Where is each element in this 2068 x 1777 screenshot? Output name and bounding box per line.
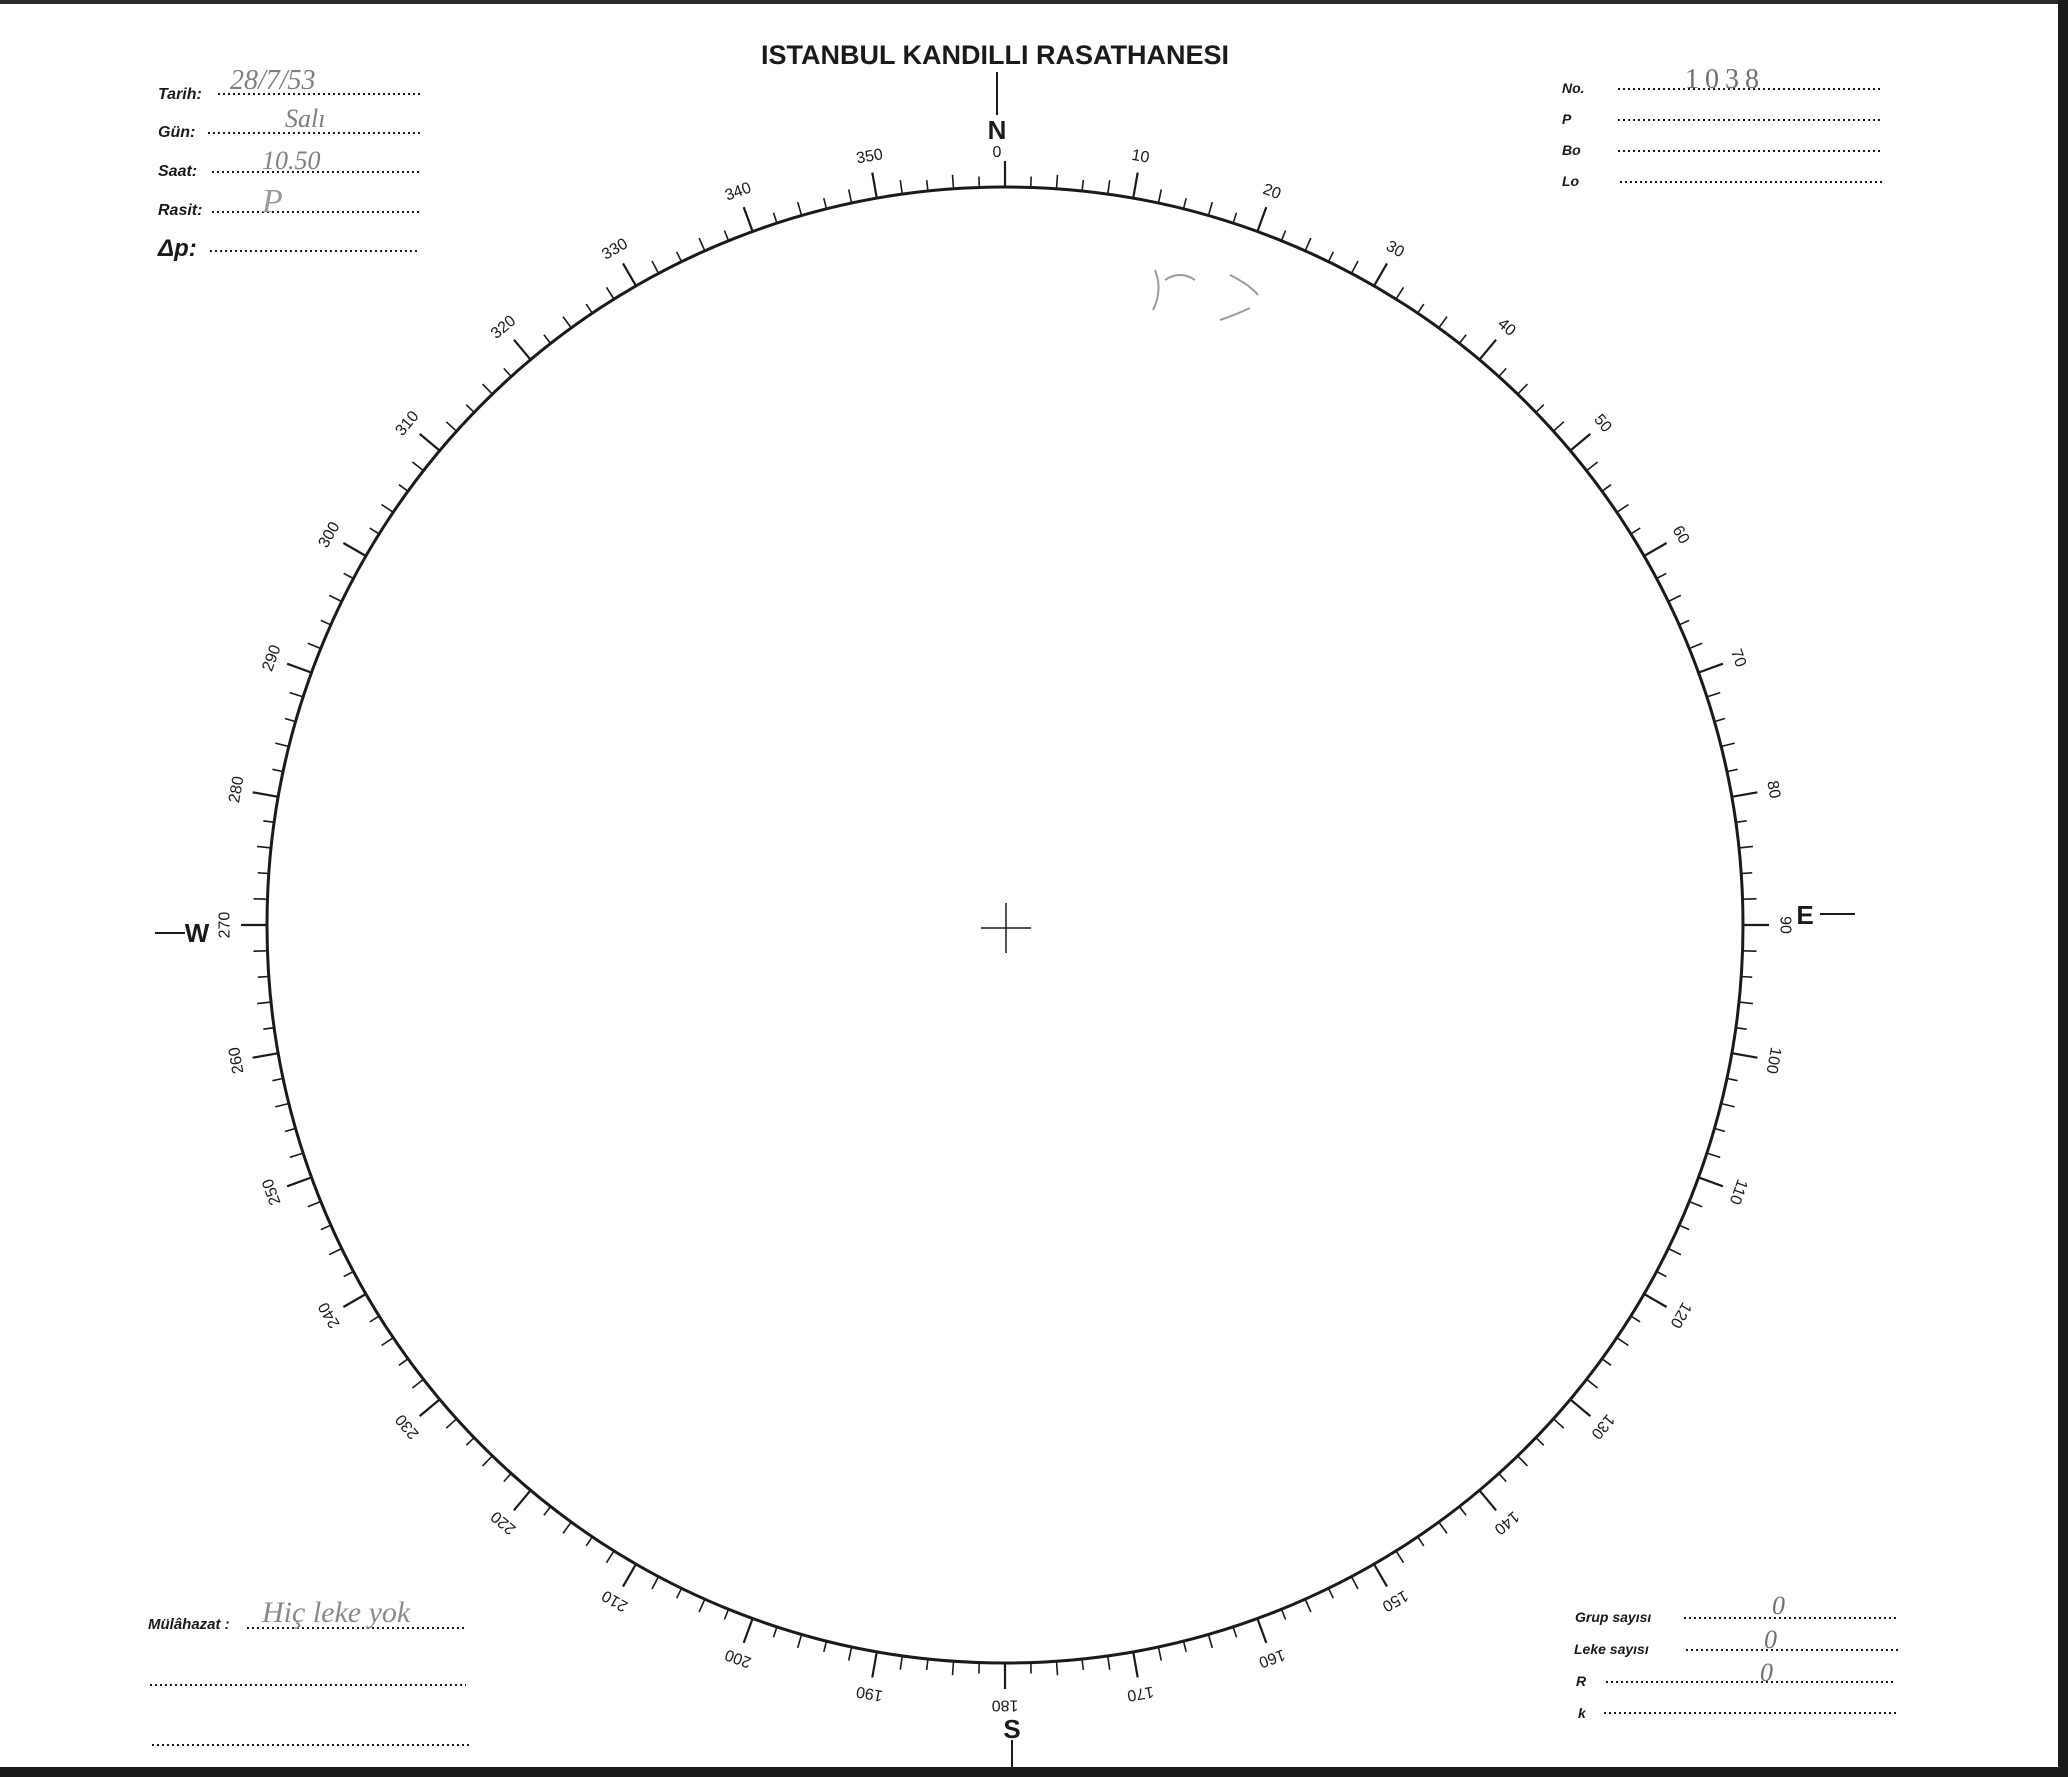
- minor-degree-tick: [275, 743, 289, 746]
- minor-degree-tick: [1305, 238, 1311, 251]
- minor-degree-tick: [1741, 977, 1752, 978]
- minor-degree-tick: [382, 1338, 394, 1346]
- degree-label: 260: [226, 1045, 248, 1076]
- minor-degree-tick: [1158, 1647, 1161, 1661]
- major-degree-tick: [1732, 1053, 1758, 1058]
- minor-degree-tick: [1418, 304, 1424, 313]
- minor-degree-tick: [1587, 1379, 1598, 1388]
- count-handwritten-value: 0: [1760, 1658, 1773, 1687]
- degree-label: 300: [315, 519, 344, 551]
- minor-degree-tick: [1679, 1225, 1689, 1229]
- minor-degree-tick: [1518, 384, 1528, 394]
- degree-label: 30: [1383, 237, 1407, 262]
- count-label: Grup sayısı: [1575, 1609, 1652, 1625]
- minor-degree-tick: [1727, 1078, 1738, 1080]
- field-tarih: [158, 65, 420, 103]
- minor-degree-tick: [1689, 643, 1702, 648]
- minor-degree-tick: [1184, 198, 1187, 209]
- count-label: R: [1576, 1673, 1587, 1689]
- field-handwritten-value: 10.50: [262, 146, 321, 175]
- count-grup: [1575, 1591, 1898, 1625]
- minor-degree-tick: [263, 1028, 274, 1030]
- minor-degree-tick: [1418, 1537, 1424, 1546]
- major-degree-tick: [420, 434, 440, 451]
- minor-degree-tick: [1459, 1507, 1466, 1516]
- north-label: N: [987, 115, 1007, 145]
- minor-degree-tick: [329, 595, 342, 601]
- minor-degree-tick: [1721, 743, 1735, 746]
- minor-degree-tick: [1305, 1599, 1311, 1612]
- minor-degree-tick: [382, 505, 394, 513]
- minor-degree-tick: [1736, 1028, 1747, 1030]
- minor-degree-tick: [483, 384, 493, 394]
- minor-degree-tick: [1536, 1438, 1544, 1446]
- minor-degree-tick: [1727, 769, 1738, 771]
- degree-label: 60: [1668, 523, 1693, 547]
- minor-degree-tick: [370, 1316, 379, 1322]
- major-degree-tick: [1644, 1294, 1667, 1307]
- field-handwritten-value: Salı: [285, 104, 326, 133]
- minor-degree-tick: [446, 422, 456, 431]
- major-degree-tick: [1133, 173, 1138, 199]
- minor-degree-tick: [308, 1202, 321, 1207]
- minor-degree-tick: [798, 202, 802, 216]
- minor-degree-tick: [258, 873, 269, 874]
- major-degree-tick: [343, 543, 366, 556]
- minor-degree-tick: [504, 1473, 511, 1481]
- major-degree-tick: [1257, 1619, 1266, 1643]
- counts-section: [1574, 1591, 1898, 1721]
- major-degree-tick: [1479, 340, 1496, 360]
- field-label: Saat:: [158, 163, 198, 180]
- north-zero-label: 0: [992, 144, 1002, 161]
- minor-degree-tick: [483, 1456, 493, 1466]
- observatory-title: ISTANBUL KANDILLI RASATHANESI: [761, 40, 1229, 70]
- minor-degree-tick: [272, 1078, 283, 1080]
- field-p: [1562, 111, 1882, 127]
- minor-degree-tick: [412, 1379, 423, 1388]
- minor-degree-tick: [1352, 1577, 1359, 1589]
- field-lo: [1562, 173, 1882, 189]
- field-label: No.: [1562, 80, 1585, 96]
- degree-label: 190: [854, 1682, 885, 1704]
- field-rasit: [158, 183, 420, 220]
- minor-degree-tick: [285, 1128, 296, 1131]
- degree-label: 340: [722, 179, 754, 205]
- minor-degree-tick: [824, 198, 827, 209]
- minor-degree-tick: [1721, 1104, 1735, 1107]
- minor-degree-tick: [699, 1599, 705, 1612]
- count-handwritten-value: 0: [1764, 1625, 1777, 1654]
- scan-border-bottom: [0, 1767, 2068, 1777]
- minor-degree-tick: [344, 573, 354, 578]
- header-fields: [157, 65, 420, 262]
- count-label: k: [1578, 1705, 1586, 1721]
- minor-degree-tick: [1657, 1272, 1667, 1277]
- minor-degree-tick: [1739, 1002, 1753, 1004]
- degree-label: 320: [487, 312, 520, 343]
- count-leke: [1574, 1625, 1898, 1657]
- degree-label: 90: [1776, 916, 1794, 934]
- minor-degree-tick: [466, 1438, 474, 1446]
- minor-degree-tick: [1536, 405, 1544, 413]
- scan-border-top: [0, 0, 2068, 4]
- major-degree-tick: [1374, 263, 1387, 286]
- major-degree-tick: [287, 1177, 311, 1186]
- minor-degree-tick: [1714, 719, 1725, 722]
- degree-label: 50: [1590, 411, 1615, 436]
- field-saat: [158, 146, 420, 180]
- degree-label: 150: [1379, 1586, 1411, 1615]
- solar-disk-circle: [267, 187, 1743, 1663]
- minor-degree-tick: [1631, 1316, 1640, 1322]
- minor-degree-tick: [607, 1551, 614, 1563]
- degree-label: 100: [1762, 1045, 1784, 1076]
- minor-degree-tick: [285, 719, 296, 722]
- minor-degree-tick: [1233, 213, 1236, 223]
- minor-degree-tick: [652, 261, 659, 273]
- minor-degree-tick: [1208, 1634, 1212, 1648]
- minor-degree-tick: [1233, 1627, 1236, 1637]
- major-degree-tick: [744, 1619, 753, 1643]
- degree-scale-ticks: [241, 161, 1769, 1689]
- major-degree-tick: [744, 207, 753, 231]
- minor-degree-tick: [1518, 1456, 1528, 1466]
- major-degree-tick: [1644, 543, 1667, 556]
- field-label: P: [1562, 111, 1572, 127]
- degree-label: 330: [599, 235, 631, 264]
- minor-degree-tick: [1329, 1588, 1334, 1598]
- minor-degree-tick: [1602, 485, 1611, 492]
- minor-degree-tick: [677, 252, 682, 262]
- field-label: Bo: [1562, 142, 1581, 158]
- minor-degree-tick: [1679, 620, 1689, 624]
- degree-label: 110: [1725, 1176, 1751, 1207]
- pencil-smudge-mark: [1153, 270, 1258, 320]
- minor-degree-tick: [1082, 180, 1083, 191]
- minor-degree-tick: [1108, 1656, 1110, 1670]
- major-degree-tick: [1699, 664, 1723, 673]
- minor-degree-tick: [1439, 1522, 1447, 1533]
- minor-degree-tick: [1707, 1153, 1720, 1157]
- major-degree-tick: [1570, 434, 1590, 451]
- degree-label: 310: [392, 407, 423, 440]
- degree-label: 200: [722, 1645, 754, 1671]
- minor-degree-tick: [1352, 261, 1359, 273]
- major-degree-tick: [1732, 792, 1758, 797]
- minor-degree-tick: [399, 485, 408, 492]
- minor-degree-tick: [263, 821, 274, 823]
- minor-degree-tick: [563, 317, 571, 328]
- minor-degree-tick: [586, 304, 592, 313]
- field-no: [1562, 64, 1882, 96]
- major-degree-tick: [1133, 1652, 1138, 1678]
- major-degree-tick: [1479, 1490, 1496, 1510]
- minor-degree-tick: [953, 175, 954, 189]
- degree-label: 120: [1666, 1299, 1695, 1331]
- minor-degree-tick: [798, 1634, 802, 1648]
- minor-degree-tick: [1208, 202, 1212, 216]
- degree-label: 280: [226, 774, 248, 805]
- degree-label: 180: [991, 1696, 1019, 1714]
- minor-degree-tick: [900, 1656, 902, 1670]
- minor-degree-tick: [849, 1647, 852, 1661]
- minor-degree-tick: [900, 180, 902, 194]
- field-handwritten-value: 1038: [1685, 64, 1765, 95]
- degree-label: 130: [1587, 1410, 1618, 1443]
- degree-label: 80: [1763, 779, 1784, 800]
- minor-degree-tick: [953, 1661, 954, 1675]
- count-r: [1576, 1658, 1896, 1689]
- minor-degree-tick: [1553, 422, 1563, 431]
- minor-degree-tick: [257, 846, 271, 848]
- major-degree-tick: [623, 1564, 636, 1587]
- minor-degree-tick: [1108, 180, 1110, 194]
- minor-degree-tick: [544, 335, 551, 344]
- minor-degree-tick: [927, 1659, 928, 1670]
- degree-label: 140: [1490, 1507, 1523, 1538]
- major-degree-tick: [514, 1490, 531, 1510]
- minor-degree-tick: [329, 1249, 342, 1255]
- major-degree-tick: [287, 664, 311, 673]
- minor-degree-tick: [1668, 595, 1681, 601]
- east-label: E: [1796, 900, 1814, 930]
- degree-label: 250: [259, 1176, 285, 1208]
- minor-degree-tick: [652, 1577, 659, 1589]
- minor-degree-tick: [1602, 1359, 1611, 1366]
- minor-degree-tick: [1736, 821, 1747, 823]
- degree-label: 220: [487, 1507, 520, 1538]
- minor-degree-tick: [466, 405, 474, 413]
- minor-degree-tick: [849, 189, 852, 203]
- major-degree-tick: [872, 173, 877, 199]
- minor-degree-tick: [290, 693, 303, 697]
- field-label: Gün:: [158, 124, 196, 141]
- minor-degree-tick: [774, 213, 777, 223]
- major-degree-tick: [514, 340, 531, 360]
- minor-degree-tick: [586, 1537, 592, 1546]
- minor-degree-tick: [275, 1104, 289, 1107]
- major-degree-tick: [253, 792, 279, 797]
- count-k: [1578, 1705, 1898, 1721]
- minor-degree-tick: [1184, 1641, 1187, 1652]
- minor-degree-tick: [1553, 1419, 1563, 1428]
- minor-degree-tick: [308, 643, 321, 648]
- degree-label: 230: [392, 1410, 423, 1443]
- field-delta-p: [157, 235, 420, 262]
- remarks-section: [148, 1596, 472, 1745]
- degree-label: 20: [1260, 180, 1284, 204]
- minor-degree-tick: [446, 1419, 456, 1428]
- minor-degree-tick: [1396, 287, 1403, 299]
- field-handwritten-value: P: [262, 183, 283, 220]
- minor-degree-tick: [607, 287, 614, 299]
- minor-degree-tick: [370, 528, 379, 534]
- field-bo: [1562, 142, 1882, 158]
- minor-degree-tick: [1617, 1338, 1629, 1346]
- west-label: W: [184, 918, 210, 948]
- count-label: Leke sayısı: [1574, 1641, 1649, 1657]
- minor-degree-tick: [1282, 1609, 1286, 1619]
- minor-degree-tick: [504, 368, 511, 376]
- minor-degree-tick: [258, 977, 269, 978]
- minor-degree-tick: [544, 1507, 551, 1516]
- degree-label: 170: [1125, 1682, 1156, 1704]
- remarks-handwritten-value: Hiç leke yok: [262, 1596, 411, 1629]
- scan-border-right: [2058, 0, 2068, 1777]
- south-label: S: [1003, 1714, 1021, 1744]
- degree-label: 270: [216, 911, 234, 939]
- major-degree-tick: [623, 263, 636, 286]
- minor-degree-tick: [1499, 368, 1506, 376]
- minor-degree-tick: [1057, 175, 1058, 189]
- degree-scale-labels: [217, 146, 1794, 1713]
- minor-degree-tick: [321, 620, 331, 624]
- minor-degree-tick: [1631, 528, 1640, 534]
- minor-degree-tick: [1439, 317, 1447, 328]
- count-handwritten-value: 0: [1772, 1591, 1785, 1620]
- minor-degree-tick: [272, 769, 283, 771]
- minor-degree-tick: [412, 462, 423, 471]
- major-degree-tick: [872, 1652, 877, 1678]
- minor-degree-tick: [399, 1359, 408, 1366]
- field-gun: [158, 104, 420, 141]
- minor-degree-tick: [1657, 573, 1667, 578]
- major-degree-tick: [1257, 207, 1266, 231]
- minor-degree-tick: [1587, 462, 1598, 471]
- major-degree-tick: [1699, 1177, 1723, 1186]
- field-label: Tarih:: [158, 86, 202, 103]
- minor-degree-tick: [344, 1272, 354, 1277]
- minor-degree-tick: [1617, 505, 1629, 513]
- field-handwritten-value: 28/7/53: [230, 65, 316, 96]
- minor-degree-tick: [1499, 1473, 1506, 1481]
- minor-degree-tick: [927, 180, 928, 191]
- minor-degree-tick: [724, 1609, 728, 1619]
- minor-degree-tick: [1739, 846, 1753, 848]
- minor-degree-tick: [257, 1002, 271, 1004]
- minor-degree-tick: [1459, 335, 1466, 344]
- remarks-label: Mülâhazat :: [148, 1616, 230, 1633]
- field-label: Rasit:: [158, 202, 203, 219]
- minor-degree-tick: [1082, 1659, 1083, 1670]
- minor-degree-tick: [677, 1588, 682, 1598]
- minor-degree-tick: [290, 1153, 303, 1157]
- degree-label: 240: [315, 1299, 344, 1331]
- minor-degree-tick: [774, 1627, 777, 1637]
- degree-label: 210: [599, 1586, 631, 1615]
- major-degree-tick: [1570, 1399, 1590, 1416]
- minor-degree-tick: [1668, 1249, 1681, 1255]
- degree-label: 350: [854, 146, 885, 168]
- field-label: Lo: [1562, 173, 1580, 189]
- major-degree-tick: [343, 1294, 366, 1307]
- degree-label: 160: [1256, 1645, 1288, 1671]
- minor-degree-tick: [563, 1522, 571, 1533]
- minor-degree-tick: [1707, 693, 1720, 697]
- minor-degree-tick: [1282, 231, 1286, 241]
- degree-label: 40: [1494, 315, 1519, 340]
- major-degree-tick: [253, 1053, 279, 1058]
- degree-label: 290: [259, 642, 285, 674]
- major-degree-tick: [1374, 1564, 1387, 1587]
- minor-degree-tick: [824, 1641, 827, 1652]
- minor-degree-tick: [321, 1225, 331, 1229]
- minor-degree-tick: [1741, 873, 1752, 874]
- major-degree-tick: [420, 1399, 440, 1416]
- minor-degree-tick: [1396, 1551, 1403, 1563]
- degree-label: 70: [1726, 646, 1750, 670]
- minor-degree-tick: [1714, 1128, 1725, 1131]
- minor-degree-tick: [724, 231, 728, 241]
- degree-label: 10: [1130, 146, 1151, 167]
- minor-degree-tick: [699, 238, 705, 251]
- minor-degree-tick: [1057, 1661, 1058, 1675]
- minor-degree-tick: [1329, 252, 1334, 262]
- field-label: Δp:: [158, 235, 197, 262]
- minor-degree-tick: [1689, 1202, 1702, 1207]
- right-header-fields: [1562, 64, 1882, 189]
- minor-degree-tick: [1158, 189, 1161, 203]
